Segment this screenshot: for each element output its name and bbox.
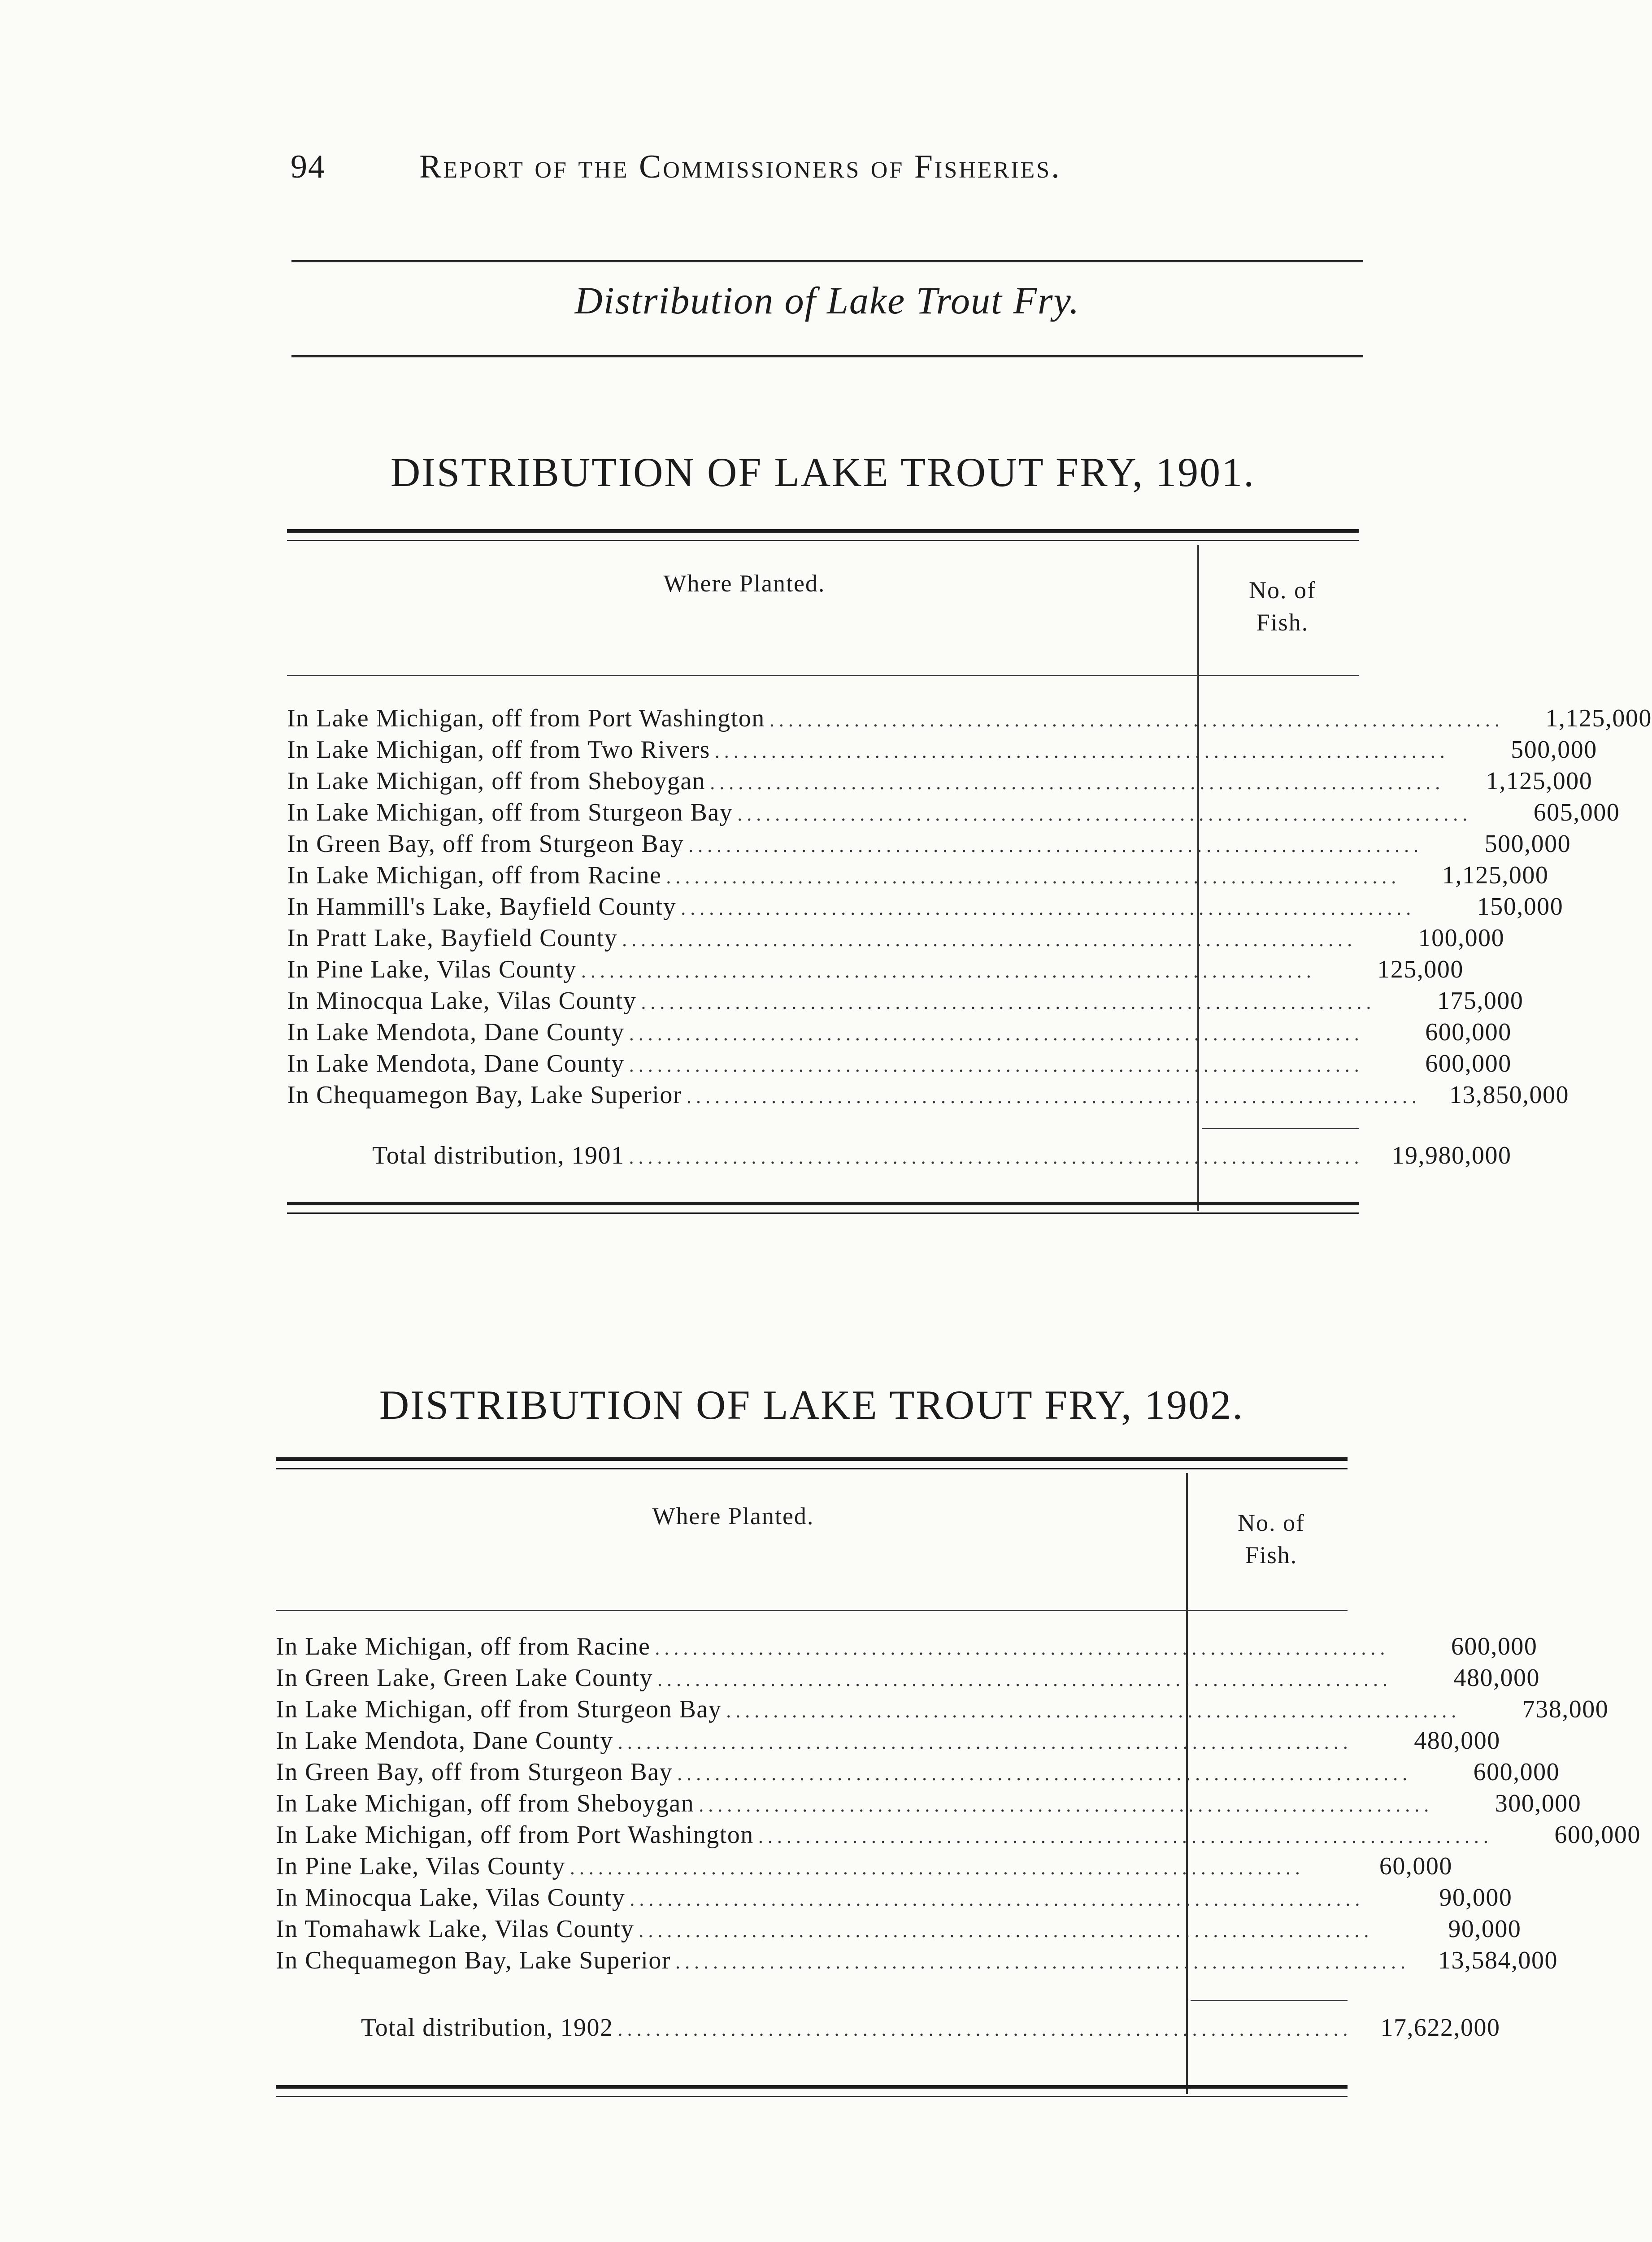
table-body xyxy=(276,1632,1641,1977)
header-rule-top xyxy=(291,260,1363,262)
table-bottom-rule xyxy=(287,1202,1359,1214)
running-title: Report of the Commissioners of Fisheries. xyxy=(419,148,1061,185)
table-row: In Lake Mendota, Dane County .............................................................................. 480,000 xyxy=(276,1727,1500,1755)
table-title: DISTRIBUTION OF LAKE TROUT FRY, 1901. xyxy=(390,449,1256,495)
table-row: In Green Bay, off from Sturgeon Bay .............................................................................. 600,000 xyxy=(276,1758,1560,1786)
table-row: In Pine Lake, Vilas County .............................................................................. 60,000 xyxy=(276,1852,1452,1880)
total-label: Total distribution, 1902 xyxy=(361,2014,613,2042)
column-header-place: Where Planted. xyxy=(652,1503,814,1529)
table-row: In Lake Michigan, off from Sturgeon Bay .............................................................................. 605,000 xyxy=(287,799,1620,826)
table-row: In Chequamegon Bay, Lake Superior .............................................................................. 13,850,000 xyxy=(287,1081,1569,1109)
table-row: In Minocqua Lake, Vilas County .............................................................................. 90,000 xyxy=(276,1884,1513,1912)
table-row: In Lake Michigan, off from Sheboygan .............................................................................. 1,125,000 xyxy=(287,767,1593,795)
table-row: In Lake Michigan, off from Sheboygan .............................................................................. 300,000 xyxy=(276,1790,1582,1817)
table-1902 xyxy=(276,1372,1641,2107)
table-row: In Lake Mendota, Dane County .............................................................................. 600,000 xyxy=(287,1050,1512,1078)
table-row: In Green Lake, Green Lake County .............................................................................. 480,000 xyxy=(276,1664,1540,1692)
total-label: Total distribution, 1901 xyxy=(372,1142,625,1169)
table-row: In Lake Michigan, off from Racine .............................................................................. 600,000 xyxy=(276,1633,1538,1660)
table-row: In Lake Mendota, Dane County .............................................................................. 600,000 xyxy=(287,1018,1512,1046)
section-title: Distribution of Lake Trout Fry. xyxy=(574,279,1080,322)
table-row: In Lake Michigan, off from Two Rivers .............................................................................. 500,000 xyxy=(287,736,1597,764)
column-header-number-line1: No. of xyxy=(1249,577,1316,604)
total-number: 17,622,000 xyxy=(1380,2014,1500,2042)
total-row: Total distribution, 1902 .............................................................................. 17,622,000 xyxy=(276,2013,1348,2045)
column-header-number-line2: Fish. xyxy=(1245,1542,1298,1569)
table-bottom-rule xyxy=(276,2085,1348,2097)
table-row: In Pratt Lake, Bayfield County .............................................................................. 100,000 xyxy=(287,924,1505,952)
column-header-number-line1: No. of xyxy=(1238,1509,1305,1536)
total-number: 19,980,000 xyxy=(1391,1142,1512,1169)
table-row: In Lake Michigan, off from Port Washington .............................................................................. 1,125,000 xyxy=(287,704,1652,732)
column-header-number-line2: Fish. xyxy=(1256,609,1309,636)
table-row: In Green Bay, off from Sturgeon Bay .............................................................................. 500,000 xyxy=(287,830,1571,858)
table-1901 xyxy=(287,439,1652,1238)
table-row: In Tomahawk Lake, Vilas County .............................................................................. 90,000 xyxy=(276,1915,1522,1943)
header-underline xyxy=(287,675,1359,676)
table-top-rule xyxy=(276,1457,1348,1469)
table-row: In Hammill's Lake, Bayfield County .............................................................................. 150,000 xyxy=(287,893,1564,921)
total-rule xyxy=(1202,1128,1359,1129)
table-row: In Minocqua Lake, Vilas County .............................................................................. 175,000 xyxy=(287,987,1524,1015)
total-rule xyxy=(1191,2000,1348,2001)
table-row: In Chequamegon Bay, Lake Superior .............................................................................. 13,584,000 xyxy=(276,1947,1558,1974)
table-total xyxy=(287,1141,1512,1173)
column-header-number xyxy=(1195,1507,1348,1571)
table-top-rule xyxy=(287,529,1359,541)
header-rule-bottom xyxy=(291,355,1363,357)
table-row: In Lake Michigan, off from Port Washington .............................................................................. 600,000 xyxy=(276,1821,1641,1849)
table-row: In Lake Michigan, off from Racine .............................................................................. 1,125,000 xyxy=(287,861,1549,889)
total-row: Total distribution, 1901 .............................................................................. 19,980,000 xyxy=(287,1141,1359,1173)
table-total xyxy=(276,2013,1500,2045)
table-body xyxy=(287,704,1652,1112)
table-title: DISTRIBUTION OF LAKE TROUT FRY, 1902. xyxy=(379,1382,1244,1428)
header-underline xyxy=(276,1610,1348,1611)
column-header-number xyxy=(1206,574,1359,639)
table-row: In Pine Lake, Vilas County .............................................................................. 125,000 xyxy=(287,956,1464,983)
column-header-place: Where Planted. xyxy=(663,570,826,597)
page-number: 94 xyxy=(291,148,326,185)
table-row: In Lake Michigan, off from Sturgeon Bay .............................................................................. 738,000 xyxy=(276,1695,1609,1723)
